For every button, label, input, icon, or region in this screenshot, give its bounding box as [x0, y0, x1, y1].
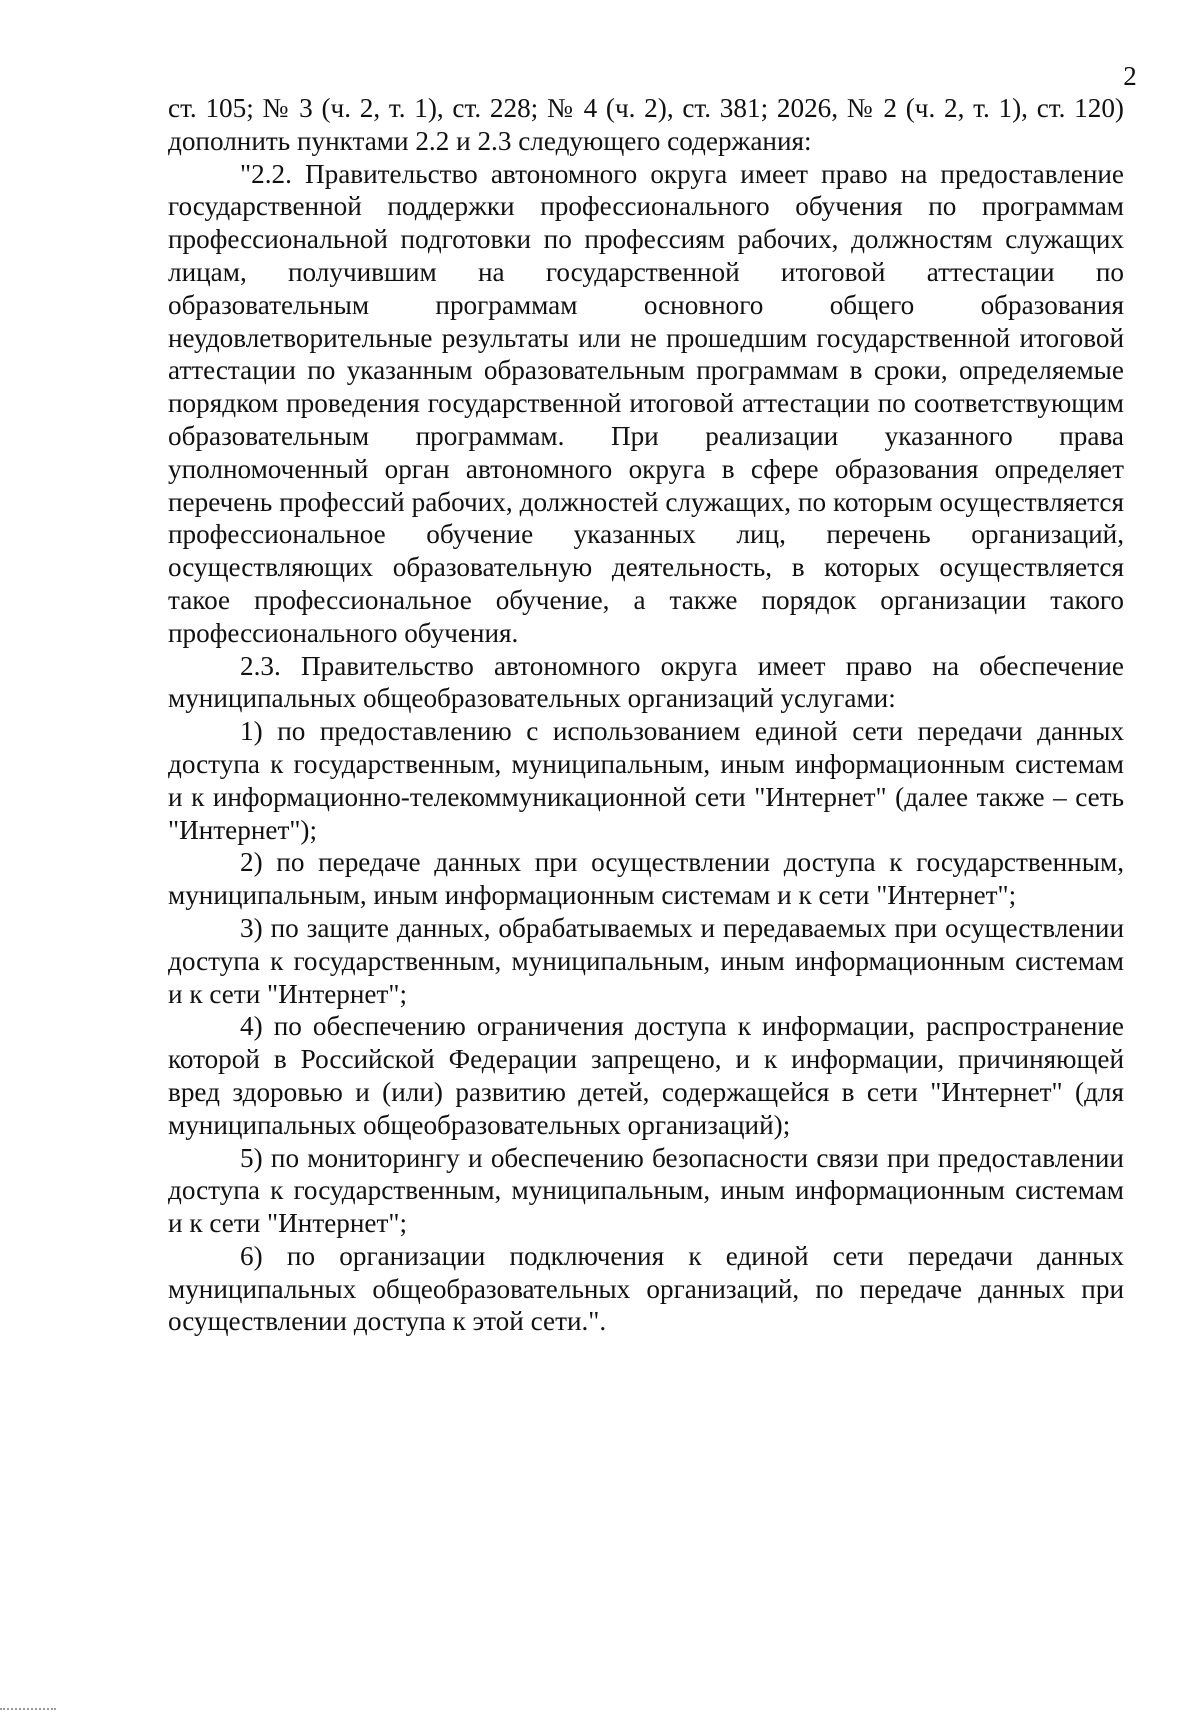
- paragraph-clause-2-3: 2.3. Правительство автономного округа имеет право на обеспечение муниципальных общеобразовательных организаций услугами:: [168, 650, 1124, 714]
- document-body: [168, 92, 1124, 1338]
- list-item-5: 5) по мониторингу и обеспечению безопасности связи при предоставлении доступа к государственным, муниципальным, иным информационным системам и к сети "Интернет";: [168, 1142, 1124, 1239]
- scan-edge-mark: [0, 1708, 56, 1713]
- list-item-6: 6) по организации подключения к единой сети передачи данных муниципальных общеобразовательных организаций, по передаче данных при осуществлении доступа к этой сети.".: [168, 1240, 1124, 1337]
- list-item-2: 2) по передаче данных при осуществлении доступа к государственным, муниципальным, иным информационным системам и к сети "Интернет";: [168, 847, 1124, 911]
- paragraph-continuation: ст. 105; № 3 (ч. 2, т. 1), ст. 228; № 4 (ч. 2), ст. 381; 2026, № 2 (ч. 2, т. 1), ст. 120) дополнить пунктами 2.2 и 2.3 следующего содержания:: [168, 93, 1124, 156]
- page-number: 2: [1123, 61, 1137, 91]
- list-item-3: 3) по защите данных, обрабатываемых и передаваемых при осуществлении доступа к государственным, муниципальным, иным информационным системам и к сети "Интернет";: [168, 912, 1124, 1009]
- list-item-4: 4) по обеспечению ограничения доступа к информации, распространение которой в Российской Федерации запрещено, и к информации, причиняющей вред здоровью и (или) развитию детей, содержащейся в сети "Интернет" (для муниципальных общеобразовательных организаций);: [168, 1011, 1124, 1140]
- list-item-1: 1) по предоставлению с использованием единой сети передачи данных доступа к государственным, муниципальным, иным информационным системам и к информационно-телекоммуникационной сети "Интернет" (далее также – сеть "Интернет");: [168, 716, 1124, 845]
- paragraph-clause-2-2: "2.2. Правительство автономного округа имеет право на предоставление государственной поддержки профессионального обучения по программам профессиональной подготовки по профессиям рабочих, должностям служащих лицам, получившим на государственной итоговой аттестации по образовательным программам основного общего образования неудовлетворительные результаты или не прошедшим государственной итоговой аттестации по указанным образовательным программам в сроки, определяемые порядком проведения государственной итоговой аттестации по соответствующим образовательным программам. При реализации указанного права уполномоченный орган автономного округа в сфере образования определяет перечень профессий рабочих, должностей служащих, по которым осуществляется профессиональное обучение указанных лиц, перечень организаций, осуществляющих образовательную деятельность, в которых осуществляется такое профессиональное обучение, а также порядок организации такого профессионального обучения.: [168, 158, 1124, 648]
